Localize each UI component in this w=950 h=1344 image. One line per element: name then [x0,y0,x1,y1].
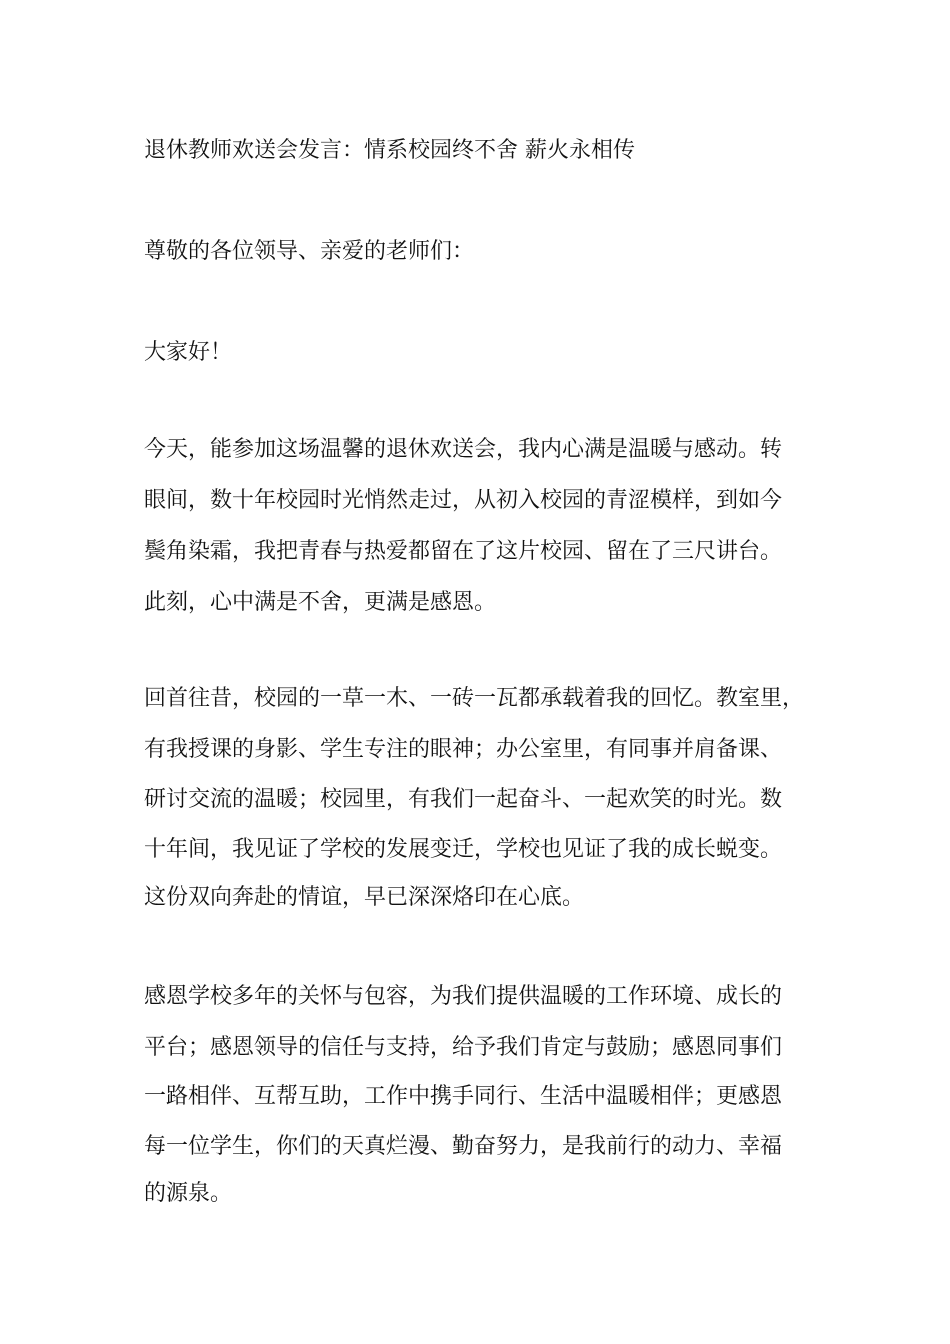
paragraph-line: 十年间，我见证了学校的发展变迁，学校也见证了我的成长蜕变。 [144,837,783,862]
paragraph-line: 研讨交流的温暖；校园里，有我们一起奋斗、一起欢笑的时光。数 [144,787,783,812]
paragraph-line: 这份双向奔赴的情谊，早已深深烙印在心底。 [144,885,585,910]
paragraph-line: 回首往昔，校园的一草一木、一砖一瓦都承载着我的回忆。教室里， [144,686,805,711]
greeting: 大家好！ [144,340,233,365]
paragraph-line: 眼间，数十年校园时光悄然走过，从初入校园的青涩模样，到如今 [144,488,783,513]
salutation: 尊敬的各位领导、亲爱的老师们： [144,239,475,264]
paragraph-line: 感恩学校多年的关怀与包容，为我们提供温暖的工作环境、成长的 [144,984,783,1009]
paragraph-line: 有我授课的身影、学生专注的眼神；办公室里，有同事并肩备课、 [144,737,783,762]
paragraph-line: 一路相伴、互帮互助，工作中携手同行、生活中温暖相伴；更感恩 [144,1084,783,1109]
document-title: 退休教师欢送会发言：情系校园终不舍 薪火永相传 [144,138,635,163]
paragraph-line: 鬓角染霜，我把青春与热爱都留在了这片校园、留在了三尺讲台。 [144,539,783,564]
paragraph-line: 平台；感恩领导的信任与支持，给予我们肯定与鼓励；感恩同事们 [144,1035,783,1060]
paragraph-line: 的源泉。 [144,1181,233,1206]
paragraph-line: 此刻，心中满是不舍，更满是感恩。 [144,590,497,615]
paragraph-line: 今天，能参加这场温馨的退休欢送会，我内心满是温暖与感动。转 [144,437,783,462]
paragraph-line: 每一位学生，你们的天真烂漫、勤奋努力，是我前行的动力、幸福 [144,1134,783,1159]
